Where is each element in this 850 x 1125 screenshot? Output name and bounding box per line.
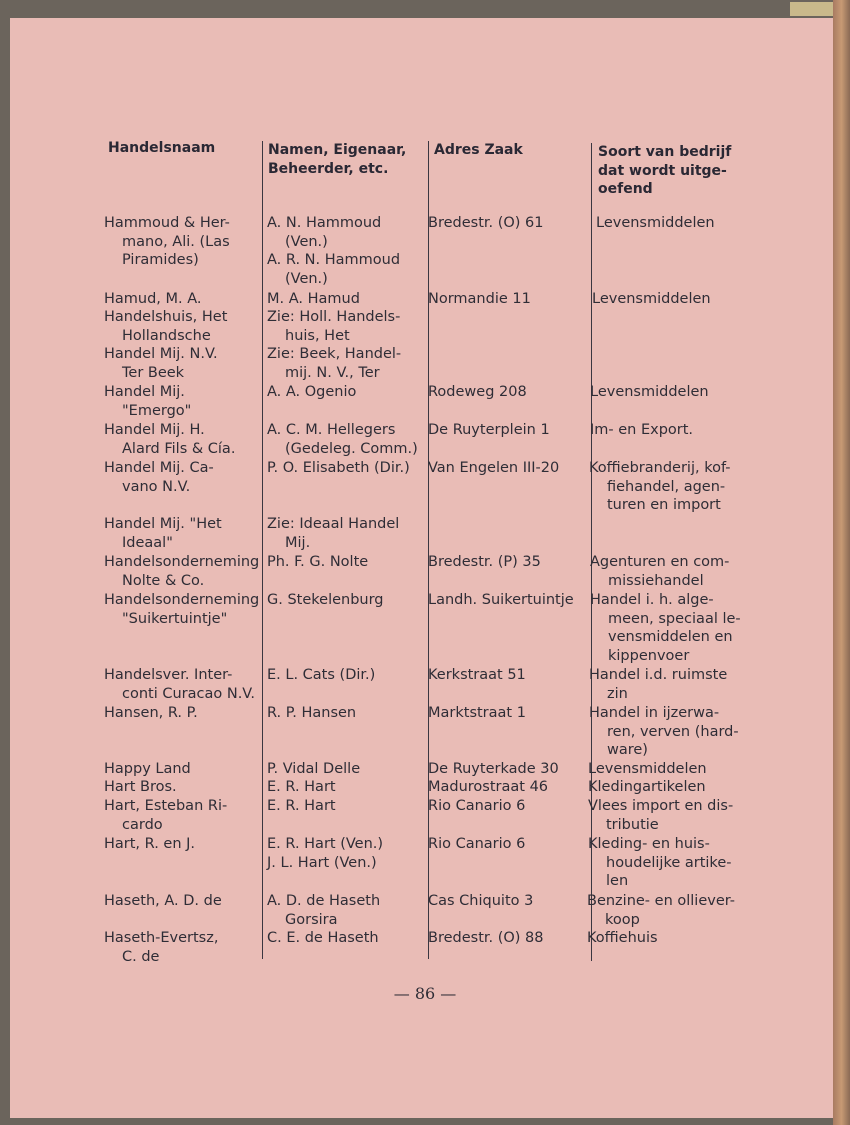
cell-name: Nolte & Co. xyxy=(122,572,205,589)
cell-name: Handel Mij. N.V. xyxy=(104,346,218,362)
cell-type: fiehandel, agen- xyxy=(607,478,726,495)
cell-type: houdelijke artike- xyxy=(606,854,732,871)
cell-address: De Ruyterkade 30 xyxy=(428,761,559,777)
cell-name: cardo xyxy=(122,816,163,833)
cell-owners: G. Stekelenburg xyxy=(267,592,384,608)
header-type-line: Soort van bedrijf xyxy=(598,144,732,160)
cell-name: Handelsonderneming xyxy=(104,592,260,608)
cell-name: Haseth, A. D. de xyxy=(104,893,222,909)
cell-owners: A. A. Ogenio xyxy=(267,384,357,400)
header-type xyxy=(598,143,731,199)
cell-name: Haseth-Evertsz, xyxy=(104,930,219,946)
cell-type: meen, speciaal le- xyxy=(608,610,741,627)
cell-name: Handelshuis, Het xyxy=(104,309,228,325)
cell-name: Ideaal" xyxy=(122,534,173,551)
cell-name: Handel Mij. Ca- xyxy=(104,460,214,476)
header-address: Adres Zaak xyxy=(434,142,523,158)
cell-type: missiehandel xyxy=(608,572,704,589)
cell-owners: (Gedeleg. Comm.) xyxy=(285,440,418,457)
cell-owners: E. R. Hart (Ven.) xyxy=(267,836,384,852)
cell-owners: Gorsira xyxy=(285,911,338,928)
cell-owners: A. N. Hammoud xyxy=(267,215,382,231)
cell-owners: huis, Het xyxy=(285,327,350,344)
cell-owners: E. R. Hart xyxy=(267,779,336,795)
cell-owners: Ph. F. G. Nolte xyxy=(267,554,369,570)
cell-type: vensmiddelen en xyxy=(608,629,733,646)
cell-type: ren, verven (hard- xyxy=(607,723,739,740)
header-type-line: dat wordt uitge- xyxy=(598,162,727,179)
cell-address: Bredestr. (P) 35 xyxy=(428,554,541,570)
cell-type: Levensmiddelen xyxy=(592,291,711,307)
cell-type: Handel in ijzerwa- xyxy=(589,705,720,721)
header-name: Handelsnaam xyxy=(108,140,216,156)
cell-name: Handel Mij. xyxy=(104,384,185,400)
cell-owners: Zie: Beek, Handel- xyxy=(267,346,402,362)
cell-type: Koffiehuis xyxy=(587,930,658,946)
header-type-line: oefend xyxy=(598,181,653,197)
cell-owners: E. L. Cats (Dir.) xyxy=(267,667,376,683)
cell-owners: P. O. Elisabeth (Dir.) xyxy=(267,460,410,476)
cell-name: Piramides) xyxy=(122,252,199,269)
cell-owners: Mij. xyxy=(285,534,311,551)
cell-type: Im- en Export. xyxy=(590,422,694,438)
cell-address: Kerkstraat 51 xyxy=(428,667,526,683)
cell-owners: mij. N. V., Ter xyxy=(285,364,380,381)
cell-name: Hart, Esteban Ri- xyxy=(104,798,228,814)
cell-name: "Suikertuintje" xyxy=(122,610,228,627)
cell-owners: R. P. Hansen xyxy=(267,705,357,721)
header-owners xyxy=(268,141,406,178)
cell-name: Handelsver. Inter- xyxy=(104,667,233,683)
cell-name: Hart, R. en J. xyxy=(104,836,196,852)
cell-address: Rio Canario 6 xyxy=(428,836,526,852)
cell-owners: E. R. Hart xyxy=(267,798,336,814)
cell-owners: J. L. Hart (Ven.) xyxy=(267,854,377,871)
cell-type: Koffiebranderij, kof- xyxy=(589,460,731,476)
cell-address: Normandie 11 xyxy=(428,291,531,307)
cell-type: Levensmiddelen xyxy=(588,761,707,777)
cell-address: Bredestr. (O) 61 xyxy=(428,215,544,231)
cell-name: Handel Mij. H. xyxy=(104,422,205,438)
header-owners-line: Namen, Eigenaar, xyxy=(268,142,407,158)
cell-name: C. de xyxy=(122,948,160,965)
cell-name: Hart Bros. xyxy=(104,779,177,795)
cell-owners: A. C. M. Hellegers xyxy=(267,422,396,438)
cell-type: Kledingartikelen xyxy=(588,779,706,795)
cell-type: Handel i.d. ruimste xyxy=(589,667,728,683)
cell-owners: A. D. de Haseth xyxy=(267,893,381,909)
cell-type: Levensmiddelen xyxy=(596,215,715,231)
cell-name: Handelsonderneming xyxy=(104,554,260,570)
cell-type: Vlees import en dis- xyxy=(588,798,734,814)
column-rule xyxy=(262,141,263,959)
cell-owners: (Ven.) xyxy=(285,233,328,250)
cell-address: Rodeweg 208 xyxy=(428,384,527,400)
cell-name: "Emergo" xyxy=(122,402,192,419)
cell-name: Hamud, M. A. xyxy=(104,291,202,307)
cell-type: tributie xyxy=(606,816,659,833)
cell-owners: P. Vidal Delle xyxy=(267,761,361,777)
cell-name: Ter Beek xyxy=(122,364,185,381)
cell-address: Cas Chiquito 3 xyxy=(428,893,534,909)
cell-owners: M. A. Hamud xyxy=(267,291,360,307)
cell-type: zin xyxy=(607,685,628,702)
cell-type: turen en import xyxy=(607,497,721,514)
cell-type: ware) xyxy=(607,742,648,759)
cell-owners: Zie: Ideaal Handel xyxy=(267,516,400,532)
cell-type: Agenturen en com- xyxy=(590,554,730,570)
cell-type: Handel i. h. alge- xyxy=(590,592,714,608)
cell-type: koop xyxy=(605,911,640,928)
cell-address: Van Engelen III-20 xyxy=(428,460,560,476)
cell-type: kippenvoer xyxy=(608,647,690,664)
cell-name: vano N.V. xyxy=(122,478,191,495)
cell-address: De Ruyterplein 1 xyxy=(428,422,550,438)
cell-name: Hansen, R. P. xyxy=(104,705,198,721)
cell-address: Rio Canario 6 xyxy=(428,798,526,814)
header-owners-line: Beheerder, etc. xyxy=(268,160,389,177)
cell-address: Bredestr. (O) 88 xyxy=(428,930,544,946)
cell-type: Benzine- en olliever- xyxy=(587,893,736,909)
page-number: — 86 — xyxy=(393,984,457,1003)
cell-address: Madurostraat 46 xyxy=(428,779,549,795)
cell-name: Alard Fils & Cía. xyxy=(122,440,236,457)
cell-type: Kleding- en huis- xyxy=(588,836,710,852)
cell-name: Handel Mij. "Het xyxy=(104,516,222,532)
cell-owners: (Ven.) xyxy=(285,270,328,287)
cell-type: len xyxy=(606,873,629,890)
cell-address: Marktstraat 1 xyxy=(428,705,526,721)
cell-type: Levensmiddelen xyxy=(590,384,709,400)
cell-name: Hollandsche xyxy=(122,327,211,344)
cell-owners: Zie: Holl. Handels- xyxy=(267,309,401,325)
cell-name: conti Curacao N.V. xyxy=(122,685,255,702)
cell-owners: C. E. de Haseth xyxy=(267,930,379,946)
cell-name: mano, Ali. (Las xyxy=(122,233,230,250)
cell-name: Hammoud & Her- xyxy=(104,215,230,231)
cell-owners: A. R. N. Hammoud xyxy=(267,252,401,269)
cell-address: Landh. Suikertuintje xyxy=(428,592,574,608)
cell-name: Happy Land xyxy=(104,761,191,777)
